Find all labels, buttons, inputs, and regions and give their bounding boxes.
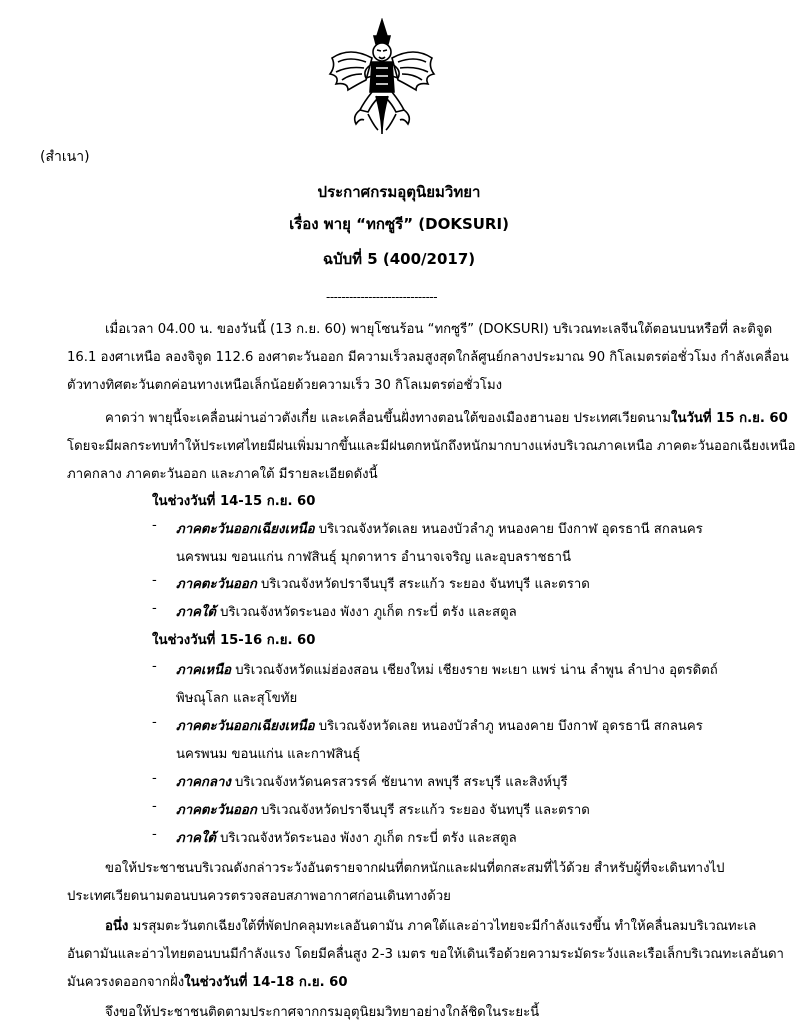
bullet-dash: - [152, 573, 157, 588]
region-item [176, 573, 590, 594]
paragraph-line: จึงขอให้ประชาชนติดตามประกาศจากกรมอุตุนิยมวิทยาอย่างใกล้ชิดในระยะนี้ [105, 1005, 540, 1020]
region-item-cont: พิษณุโลก และสุโขทัย [176, 691, 298, 706]
paragraph-line: เมื่อเวลา 04.00 น. ของวันนี้ (13 ก.ย. 60) พายุโซนร้อน “ทกซูรี” (DOKSURI) บริเวณทะเลจีนใต้ตอนบนหรือที่ ละติจูด [105, 322, 773, 337]
subject-line: เรื่อง พายุ “ทกซูรี” (DOKSURI) [289, 215, 509, 233]
region-item [176, 659, 718, 680]
paragraph-line: ตัวทางทิศตะวันตกค่อนทางเหนือเล็กน้อยด้วยความเร็ว 30 กิโลเมตรต่อชั่วโมง [67, 378, 503, 393]
paragraph-line: อันดามันและอ่าวไทยตอนบนมีกำลังแรง โดยมีคลื่นสูง 2-3 เมตร ขอให้เดินเรือด้วยความระมัดระวังและเรือเล็กบริเวณทะเลอันดา [67, 947, 784, 962]
paragraph-line: ประเทศเวียดนามตอนบนควรตรวจสอบสภาพอากาศก่อนเดินทางด้วย [67, 889, 451, 904]
region-provinces: บริเวณจังหวัดระนอง พังงา ภูเก็ต กระบี่ ตรัง และสตูล [215, 831, 517, 846]
period-heading: ในช่วงวันที่ 15-16 ก.ย. 60 [152, 633, 316, 648]
bullet-dash: - [152, 601, 157, 616]
garuda-emblem-icon [326, 18, 438, 136]
paragraph-line: ขอให้ประชาชนบริเวณดังกล่าวระวังอันตรายจากฝนที่ตกหนักและฝนที่ตกสะสมที่ไว้ด้วย สำหรับผู้ที่จะเดินทางไป [105, 861, 725, 876]
paragraph-line [67, 971, 348, 992]
paragraph-text: มันควรงดออกจากฝั่ง [67, 975, 185, 990]
paragraph-bold-date: ในช่วงวันที่ 14-18 ก.ย. 60 [184, 975, 348, 990]
paragraph-line: โดยจะมีผลกระทบทำให้ประเทศไทยมีฝนเพิ่มมากขึ้นและมีฝนตกหนักถึงหนักมากบางแห่งบริเวณภาคเหนือ ภาคตะวันออกเฉียงเหนือ [67, 439, 796, 454]
region-name: ภาคตะวันออก [176, 803, 257, 818]
bullet-dash: - [152, 518, 157, 533]
paragraph-text: มรสุมตะวันตกเฉียงใต้ที่พัดปกคลุมทะเลอันดามัน ภาคใต้และอ่าวไทยจะมีกำลังแรงขึ้น ทำให้คลื่นลมบริเวณทะเล [128, 919, 757, 934]
region-provinces: บริเวณจังหวัดปราจีนบุรี สระแก้ว ระยอง จันทบุรี และตราด [256, 803, 590, 818]
region-item [176, 827, 517, 848]
issue-number: ฉบับที่ 5 (400/2017) [322, 250, 476, 268]
region-name: ภาคเหนือ [176, 663, 232, 678]
region-provinces: บริเวณจังหวัดปราจีนบุรี สระแก้ว ระยอง จันทบุรี และตราด [256, 577, 590, 592]
region-provinces: บริเวณจังหวัดเลย หนองบัวลำภู หนองคาย บึงกาฬ อุดรธานี สกลนคร [314, 719, 703, 734]
bullet-dash: - [152, 827, 157, 842]
paragraph-bold-date: ในวันที่ 15 ก.ย. 60 [671, 411, 788, 426]
page-title: ประกาศกรมอุตุนิยมวิทยา [317, 183, 481, 201]
paragraph-line: ภาคกลาง ภาคตะวันออก และภาคใต้ มีรายละเอียดดังนี้ [67, 467, 378, 482]
region-provinces: บริเวณจังหวัดแม่ฮ่องสอน เชียงใหม่ เชียงราย พะเยา แพร่ น่าน ลำพูน ลำปาง อุตรดิตถ์ [231, 663, 718, 678]
region-provinces: บริเวณจังหวัดเลย หนองบัวลำภู หนองคาย บึงกาฬ อุดรธานี สกลนคร [314, 522, 703, 537]
region-name: ภาคตะวันออกเฉียงเหนือ [176, 719, 315, 734]
region-item [176, 601, 517, 622]
region-name: ภาคใต้ [176, 831, 216, 846]
paragraph-line [105, 915, 756, 936]
region-item-cont: นครพนม ขอนแก่น และกาฬสินธุ์ [176, 747, 361, 762]
paragraph-bold-word: อนึ่ง [105, 919, 129, 934]
region-name: ภาคตะวันออกเฉียงเหนือ [176, 522, 315, 537]
separator-line: ----------------------------- [326, 290, 438, 304]
copy-tag: (สำเนา) [40, 149, 90, 165]
region-item [176, 518, 703, 539]
region-item [176, 771, 568, 792]
bullet-dash: - [152, 771, 157, 786]
region-name: ภาคตะวันออก [176, 577, 257, 592]
region-name: ภาคกลาง [176, 775, 231, 790]
region-provinces: บริเวณจังหวัดนครสวรรค์ ชัยนาท ลพบุรี สระบุรี และสิงห์บุรี [230, 775, 568, 790]
bullet-dash: - [152, 659, 157, 674]
region-name: ภาคใต้ [176, 605, 216, 620]
period-heading: ในช่วงวันที่ 14-15 ก.ย. 60 [152, 494, 316, 509]
region-item [176, 799, 590, 820]
bullet-dash: - [152, 715, 157, 730]
region-item-cont: นครพนม ขอนแก่น กาฬสินธุ์ มุกดาหาร อำนาจเจริญ และอุบลราชธานี [176, 550, 572, 565]
paragraph-line [105, 407, 788, 428]
bullet-dash: - [152, 799, 157, 814]
region-provinces: บริเวณจังหวัดระนอง พังงา ภูเก็ต กระบี่ ตรัง และสตูล [215, 605, 517, 620]
paragraph-text: คาดว่า พายุนี้จะเคลื่อนผ่านอ่าวตังเกี๋ย และเคลื่อนขึ้นฝั่งทางตอนใต้ของเมืองฮานอย ประเทศเวียดนาม [105, 411, 671, 426]
region-item [176, 715, 703, 736]
paragraph-line: 16.1 องศาเหนือ ลองจิจูด 112.6 องศาตะวันออก มีความเร็วลมสูงสุดใกล้ศูนย์กลางประมาณ 90 กิโลเมตรต่อชั่วโมง กำลังเคลื่อน [67, 350, 789, 365]
